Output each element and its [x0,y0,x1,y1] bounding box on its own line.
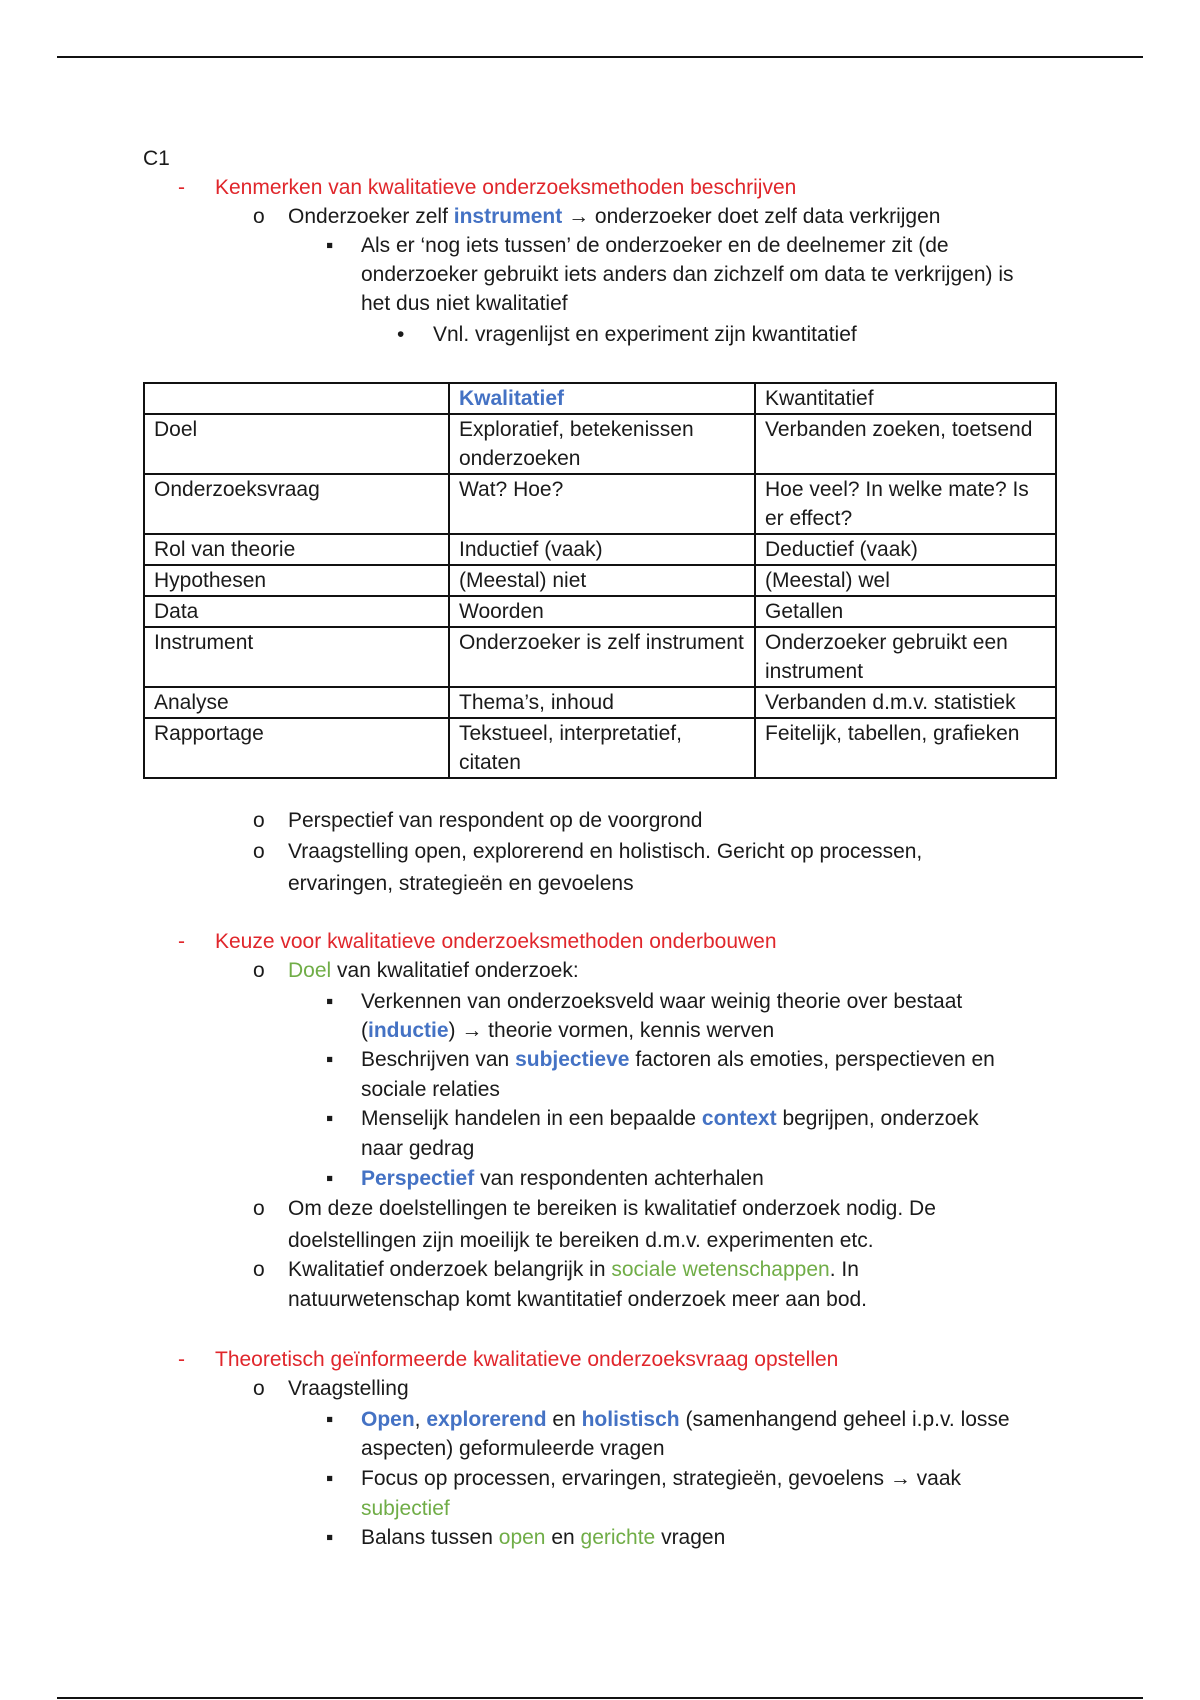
page-heading: C1 [143,147,170,170]
list-item-cont: ervaringen, strategieën en gevoelens [288,872,634,895]
table-cell: Tekstueel, interpretatief, citaten [449,718,755,778]
list-item: Menselijk handelen in een bepaalde context begrijpen, onderzoek [361,1107,979,1130]
table-cell: Doel [144,414,449,474]
table-cell: Instrument [144,627,449,687]
table-row [144,414,1056,474]
list-item: Om deze doelstellingen te bereiken is kwalitatief onderzoek nodig. De [288,1197,936,1220]
square-bullet: ▪ [326,1408,334,1431]
table-cell: Rol van theorie [144,534,449,565]
table-cell: Onderzoeker gebruikt een instrument [755,627,1056,687]
list-item: Als er ‘nog iets tussen’ de onderzoeker en de deelnemer zit (de [361,234,949,257]
list-item-cont: sociale relaties [361,1078,500,1101]
list-item: Vraagstelling open, explorerend en holistisch. Gericht op processen, [288,840,923,863]
section-title: Kenmerken van kwalitatieve onderzoeksmethoden beschrijven [215,176,797,199]
list-item: Onderzoeker zelf instrument → onderzoeker doet zelf data verkrijgen [288,205,941,228]
table-cell: Onderzoeker is zelf instrument [449,627,755,687]
list-item: Balans tussen open en gerichte vragen [361,1526,726,1549]
table-cell: (Meestal) niet [449,565,755,596]
list-item: Perspectief van respondent op de voorgrond [288,809,703,832]
list-item-cont: doelstellingen zijn moeilijk te bereiken d.m.v. experimenten etc. [288,1229,874,1252]
square-bullet: ▪ [326,1467,334,1490]
table-header-cell: Kwalitatief [449,383,755,414]
table-row [144,687,1056,718]
list-item: Vraagstelling [288,1377,409,1400]
list-item: Focus op processen, ervaringen, strategieën, gevoelens → vaak [361,1467,962,1490]
dash-bullet: - [178,930,185,953]
section-title: Theoretisch geïnformeerde kwalitatieve onderzoeksvraag opstellen [215,1348,839,1371]
square-bullet: ▪ [326,990,334,1013]
table-cell: Exploratief, betekenissen onderzoeken [449,414,755,474]
circle-bullet: o [253,959,265,982]
table-row [144,718,1056,778]
list-item: Verkennen van onderzoeksveld waar weinig theorie over bestaat [361,990,963,1013]
square-bullet: ▪ [326,1107,334,1130]
circle-bullet: o [253,1258,265,1281]
comparison-table [143,382,1057,779]
table-cell: Feitelijk, tabellen, grafieken [755,718,1056,778]
table-cell: Verbanden d.m.v. statistiek [755,687,1056,718]
list-item-cont: het dus niet kwalitatief [361,292,568,315]
table-cell: Getallen [755,596,1056,627]
table-row [144,565,1056,596]
circle-bullet: o [253,809,265,832]
table-row [144,627,1056,687]
table-header-row [144,383,1056,414]
list-item-cont: natuurwetenschap komt kwantitatief onderzoek meer aan bod. [288,1288,868,1311]
table-cell: (Meestal) wel [755,565,1056,596]
circle-bullet: o [253,1377,265,1400]
table-cell: Wat? Hoe? [449,474,755,534]
table-cell [144,383,449,414]
table-row [144,596,1056,627]
square-bullet: ▪ [326,1048,334,1071]
section-title: Keuze voor kwalitatieve onderzoeksmethoden onderbouwen [215,930,777,953]
square-bullet: ▪ [326,1526,334,1549]
list-item: Open, explorerend en holistisch (samenhangend geheel i.p.v. losse [361,1408,1010,1431]
list-item: Doel van kwalitatief onderzoek: [288,959,579,982]
table-cell: Data [144,596,449,627]
list-item: Vnl. vragenlijst en experiment zijn kwantitatief [433,323,857,346]
list-item: Beschrijven van subjectieve factoren als emoties, perspectieven en [361,1048,995,1071]
table-cell: Verbanden zoeken, toetsend [755,414,1056,474]
dash-bullet: - [178,1348,185,1371]
table-header-cell: Kwantitatief [755,383,1056,414]
table-cell: Deductief (vaak) [755,534,1056,565]
list-item-cont: subjectief [361,1497,450,1520]
table-cell: Woorden [449,596,755,627]
table-cell: Inductief (vaak) [449,534,755,565]
square-bullet: ▪ [326,1167,334,1190]
circle-bullet: o [253,1197,265,1220]
list-item-cont: naar gedrag [361,1137,475,1160]
dot-bullet: • [397,323,405,346]
list-item: Perspectief van respondenten achterhalen [361,1167,764,1190]
dash-bullet: - [178,176,185,199]
table-cell: Onderzoeksvraag [144,474,449,534]
list-item-cont: aspecten) geformuleerde vragen [361,1437,665,1460]
square-bullet: ▪ [326,234,334,257]
table-cell: Thema’s, inhoud [449,687,755,718]
table-cell: Hoe veel? In welke mate? Is er effect? [755,474,1056,534]
list-item: Kwalitatief onderzoek belangrijk in sociale wetenschappen. In [288,1258,859,1281]
table-cell: Analyse [144,687,449,718]
table-cell: Hypothesen [144,565,449,596]
header-rule [57,56,1143,58]
circle-bullet: o [253,840,265,863]
table-row [144,534,1056,565]
circle-bullet: o [253,205,265,228]
list-item-cont: onderzoeker gebruikt iets anders dan zichzelf om data te verkrijgen) is [361,263,1014,286]
footer-rule [57,1697,1143,1699]
table-row [144,474,1056,534]
list-item-cont: (inductie) → theorie vormen, kennis werven [361,1019,775,1042]
table-cell: Rapportage [144,718,449,778]
